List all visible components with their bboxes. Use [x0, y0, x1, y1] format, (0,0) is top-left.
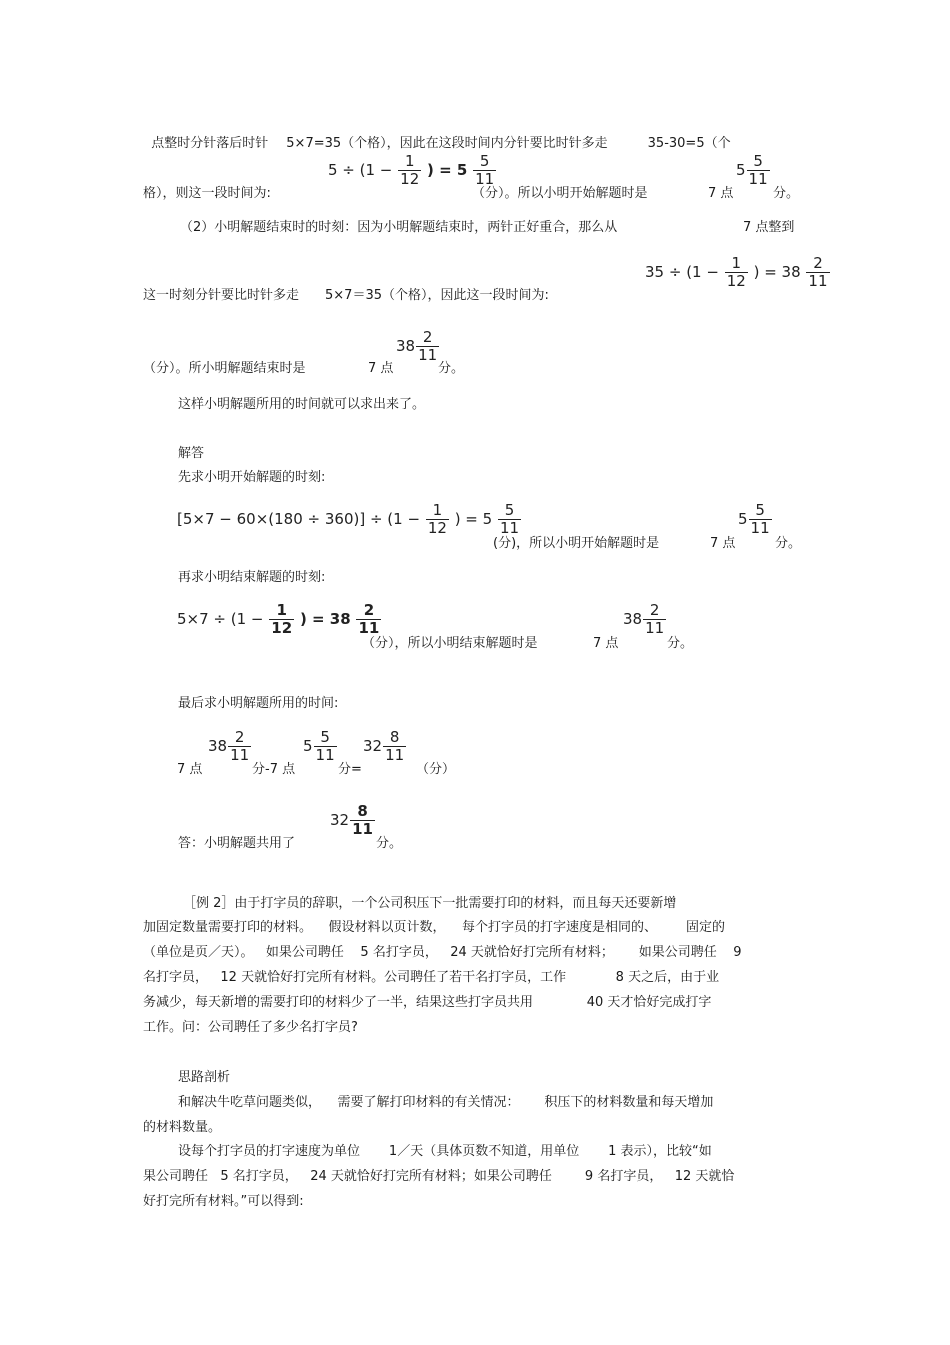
text-line: 7 点 [593, 636, 619, 651]
text-line: 分。 [773, 186, 800, 201]
text-line: 的材料数量。 [143, 1120, 222, 1135]
text-line: 7 点 [177, 762, 203, 777]
text-line: (分)，所以小明开始解题时是 [493, 536, 660, 551]
text-line: （分）。所以小明开始解题时是 [472, 186, 648, 201]
mixed-fraction: 5 $\frac{5}{11}$ [303, 728, 335, 764]
mixed-fraction: 5 $\frac{5}{11}$ [738, 501, 770, 537]
mixed-fraction: 38 $\frac{2}{11}$ [208, 728, 250, 764]
formula: 5×7 ÷ (1 − $\frac{1}{12}$ ) = 38 $\frac{2}{11}$ [177, 601, 380, 637]
text-line: 格），则这一段时间为: [143, 186, 271, 201]
formula: [5×7 − 60×(180 ÷ 360)] ÷ (1 − $\frac{1}{12}$ ) = 5 $\frac{5}{11}$ [177, 501, 520, 537]
text-line: 先求小明开始解题的时刻: [178, 470, 326, 485]
text-line: 好打完所有材料。”可以得到: [143, 1194, 304, 1209]
text-line: 设每个打字员的打字速度为单位 1／天（具体页数不知道，用单位 1 表示），比较“如 [178, 1144, 712, 1159]
text-line: 工作。问：公司聘任了多少名打字员? [143, 1020, 358, 1035]
mixed-fraction: 5 $\frac{5}{11}$ [736, 152, 768, 188]
text-line: 分-7 点 [252, 762, 296, 777]
text-line: 果公司聘任 5 名打字员， 24 天就恰好打完所有材料；如果公司聘任 9 名打字员， 12 天就恰 [143, 1169, 735, 1184]
text-line: 7 点整到 [743, 220, 795, 235]
text-line: ［例 2］由于打字员的辞职，一个公司积压下一批需要打印的材料，而且每天还要新增 [183, 896, 677, 911]
text-line: 7 点 [710, 536, 736, 551]
text-line: 分。 [667, 636, 694, 651]
text-line: （分） [416, 762, 456, 777]
text-line: （分）。所小明解题结束时是 [143, 361, 306, 376]
text-line: 最后求小明解题所用的时间: [178, 696, 339, 711]
text-line: 分。 [775, 536, 802, 551]
text-line: 再求小明结束解题的时刻: [178, 570, 326, 585]
text-line: 答：小明解题共用了 [178, 836, 296, 851]
text-line: 分。 [438, 361, 465, 376]
mixed-fraction: 32 $\frac{8}{11}$ [330, 802, 373, 838]
text-line: 分。 [376, 836, 403, 851]
formula: 35 ÷ (1 − $\frac{1}{12}$ ) = 38 $\frac{2}{11}$ [645, 254, 828, 290]
text-line: 这一时刻分针要比时针多走 5×7＝35（个格），因此这一段时间为: [143, 288, 549, 303]
text-line: 名打字员， 12 天就恰好打完所有材料。公司聘任了若干名打字员，工作 8 天之后，由于业 [143, 970, 720, 985]
text-line: （2）小明解题结束时的时刻：因为小明解题结束时，两针正好重合，那么从 [180, 220, 618, 235]
text-line: （分），所以小明结束解题时是 [362, 636, 538, 651]
text-line: 这样小明解题所用的时间就可以求出来了。 [178, 397, 426, 412]
text-line: 7 点 [368, 361, 394, 376]
text-line: 点整时分针落后时针 5×7=35（个格），因此在这段时间内分针要比时针多走 35-30=5（个 [151, 136, 731, 151]
text-line: （单位是页／天）。 如果公司聘任 5 名打字员， 24 天就恰好打完所有材料； 如果公司聘任 9 [143, 945, 742, 960]
text-line: 7 点 [708, 186, 734, 201]
section-heading: 解答 [178, 446, 205, 461]
formula: 5 ÷ (1 − $\frac{1}{12}$ ) = 5 $\frac{5}{11}$ [328, 152, 495, 188]
mixed-fraction: 38 $\frac{2}{11}$ [623, 601, 665, 637]
text-line: 务减少，每天新增的需要打印的材料少了一半，结果这些打字员共用 40 天才恰好完成打字 [143, 995, 712, 1010]
mixed-fraction: 38 $\frac{2}{11}$ [396, 328, 438, 364]
text-line: 和解决牛吃草问题类似， 需要了解打印材料的有关情况： 积压下的材料数量和每天增加 [178, 1095, 714, 1110]
text-line: 加固定数量需要打印的材料。 假设材料以页计数， 每个打字员的打字速度是相同的、 固定的 [143, 920, 725, 935]
section-heading: 思路剖析 [178, 1070, 231, 1085]
mixed-fraction: 32 $\frac{8}{11}$ [363, 728, 405, 764]
text-line: 分= [338, 762, 362, 777]
